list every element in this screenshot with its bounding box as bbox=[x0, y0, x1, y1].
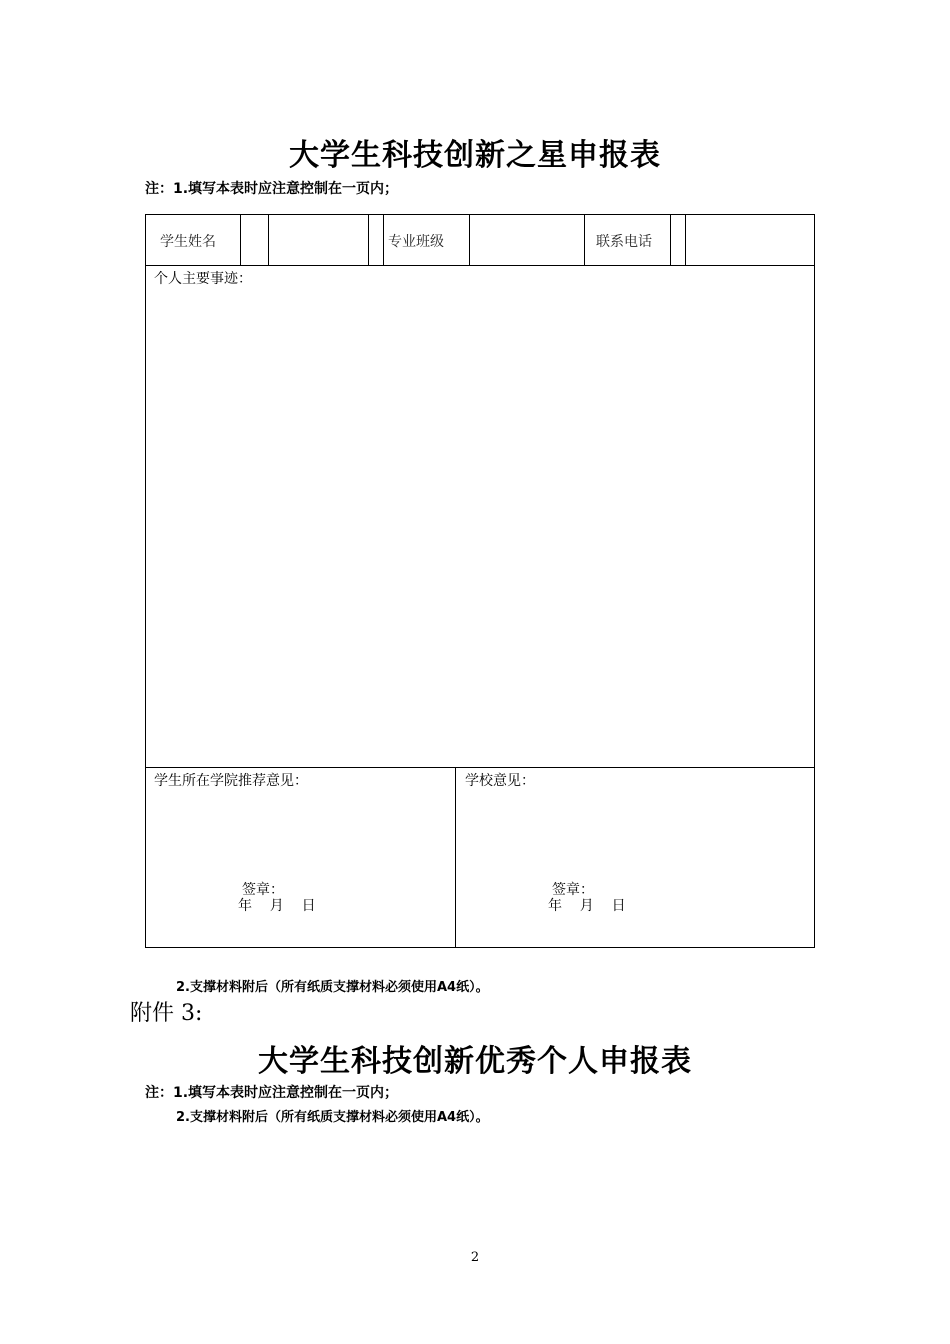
student-name-field[interactable] bbox=[269, 216, 367, 264]
school-opinion-label: 学校意见： bbox=[465, 773, 535, 789]
application-form-table bbox=[145, 214, 815, 948]
form1-note: 注：1.填写本表时应注意控制在一页内； bbox=[145, 181, 399, 197]
form2-note2: 2.支撑材料附后（所有纸质支撑材料必须使用A4纸）。 bbox=[176, 1110, 489, 1125]
divider bbox=[146, 767, 814, 768]
appendix-label: 附件 3: bbox=[130, 1001, 203, 1026]
divider bbox=[670, 215, 671, 265]
form1-note2: 2.支撑材料附后（所有纸质支撑材料必须使用A4纸）。 bbox=[176, 980, 489, 995]
deeds-label: 个人主要事迹： bbox=[154, 271, 252, 287]
phone-field[interactable] bbox=[686, 216, 814, 264]
deeds-field[interactable] bbox=[147, 287, 813, 765]
college-date-label: 年 月 日 bbox=[238, 898, 316, 914]
major-class-field[interactable] bbox=[470, 216, 583, 264]
divider bbox=[455, 767, 456, 947]
student-name-label: 学生姓名 bbox=[160, 234, 216, 250]
form1-title: 大学生科技创新之星申报表 bbox=[289, 138, 661, 173]
divider bbox=[146, 265, 814, 266]
divider bbox=[584, 215, 585, 265]
form2-title: 大学生科技创新优秀个人申报表 bbox=[258, 1044, 692, 1079]
divider bbox=[383, 215, 384, 265]
major-class-label: 专业班级 bbox=[388, 234, 444, 250]
school-date-label: 年 月 日 bbox=[548, 898, 626, 914]
college-seal-label: 签章： bbox=[242, 882, 284, 898]
page-number: 2 bbox=[470, 1250, 480, 1265]
divider bbox=[368, 215, 369, 265]
phone-label: 联系电话 bbox=[596, 234, 652, 250]
form2-note1: 注：1.填写本表时应注意控制在一页内； bbox=[145, 1085, 399, 1101]
college-opinion-label: 学生所在学院推荐意见： bbox=[154, 773, 308, 789]
divider bbox=[240, 215, 241, 265]
school-seal-label: 签章： bbox=[552, 882, 594, 898]
